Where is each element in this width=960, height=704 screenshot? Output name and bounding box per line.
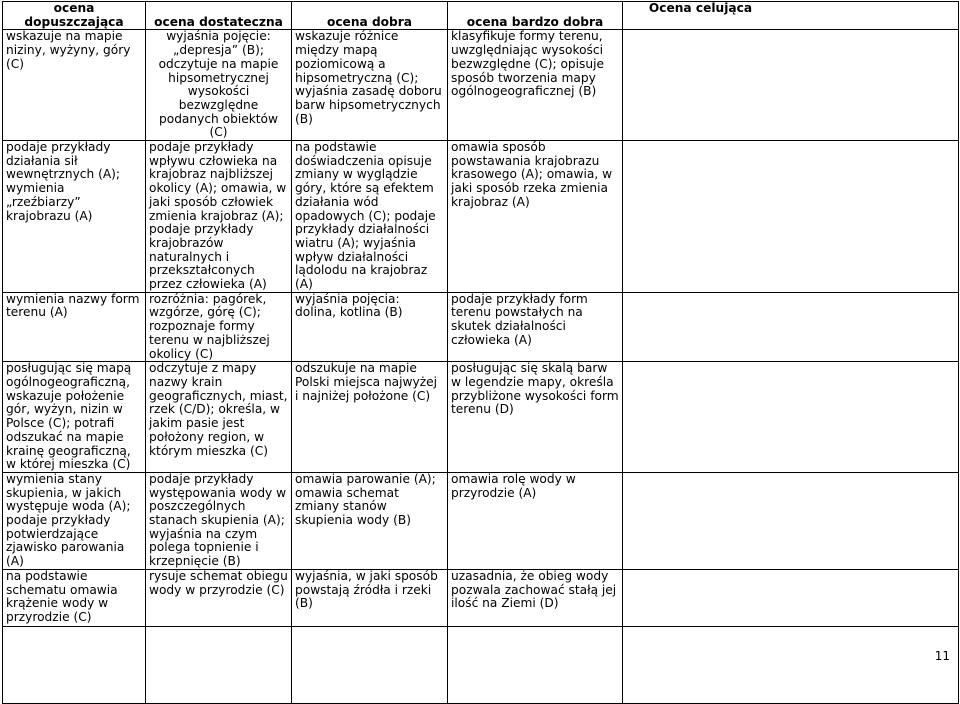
cell-bardzo-dobra: omawia sposób powstawania krajobrazu krasowego (A); omawia, w jaki sposób rzeka zmienia krajobraz (A) bbox=[448, 141, 623, 293]
header-dopuszczajaca bbox=[3, 2, 146, 30]
cell-celujaca bbox=[623, 362, 959, 473]
cell-dopuszczajaca: wymienia stany skupienia, w jakich występuje woda (A); podaje przykłady potwierdzające zjawisko parowania (A) bbox=[3, 472, 146, 569]
cell-dopuszczajaca: na podstawie schematu omawia krążenie wody w przyrodzie (C) bbox=[3, 569, 146, 626]
cell-dobra: wyjaśnia, w jaki sposób powstają źródła i rzeki (B) bbox=[292, 569, 448, 626]
cell-dopuszczajaca: podaje przykłady działania sił wewnętrznych (A); wymienia „rzeźbiarzy” krajobrazu (A) bbox=[3, 141, 146, 293]
header-row bbox=[3, 2, 959, 30]
header-bardzo-dobra bbox=[448, 2, 623, 30]
table-row bbox=[3, 141, 959, 293]
header-dopuszczajaca-line2: dopuszczająca bbox=[24, 14, 124, 29]
cell-bardzo-dobra: podaje przykłady form terenu powstałych na skutek działalności człowieka (A) bbox=[448, 292, 623, 362]
table-row-empty bbox=[3, 626, 959, 703]
cell-empty bbox=[3, 626, 146, 703]
cell-empty bbox=[448, 626, 623, 703]
header-dopuszczajaca-line1: ocena bbox=[53, 1, 95, 15]
cell-bardzo-dobra: uzasadnia, że obieg wody pozwala zachować stałą jej ilość na Ziemi (D) bbox=[448, 569, 623, 626]
cell-dobra: omawia parowanie (A); omawia schemat zmiany stanów skupienia wody (B) bbox=[292, 472, 448, 569]
grading-criteria-table bbox=[2, 1, 959, 704]
cell-dostateczna: rysuje schemat obiegu wody w przyrodzie (C) bbox=[146, 569, 292, 626]
cell-dobra: wyjaśnia pojęcia: dolina, kotlina (B) bbox=[292, 292, 448, 362]
cell-empty bbox=[292, 626, 448, 703]
table-row bbox=[3, 569, 959, 626]
cell-celujaca bbox=[623, 569, 959, 626]
cell-dobra: odszukuje na mapie Polski miejsca najwyżej i najniżej położone (C) bbox=[292, 362, 448, 473]
header-celujaca bbox=[623, 2, 959, 30]
cell-dopuszczajaca: posługując się mapą ogólnogeograficzną, wskazuje położenie gór, wyżyn, nizin w Polsce (C); potrafi odszukać na mapie krainę geograficzną, w której mieszka (C) bbox=[3, 362, 146, 473]
cell-bardzo-dobra: klasyfikuje formy terenu, uwzględniając wysokości bezwzględne (C); opisuje sposób tworzenia mapy ogólnogeograficznej (B) bbox=[448, 30, 623, 141]
table-row bbox=[3, 472, 959, 569]
cell-dobra: na podstawie doświadczenia opisuje zmiany w wyglądzie góry, które są efektem działania wód opadowych (C); podaje przykłady działalności wiatru (A); wyjaśnia wpływ działalności lądolodu na krajobraz (A) bbox=[292, 141, 448, 293]
cell-dostateczna: podaje przykłady występowania wody w poszczególnych stanach skupienia (A); wyjaśnia na czym polega topnienie i krzepnięcie (B) bbox=[146, 472, 292, 569]
table-row bbox=[3, 30, 959, 141]
header-dobra bbox=[292, 2, 448, 30]
cell-dopuszczajaca: wskazuje na mapie niziny, wyżyny, góry (C) bbox=[3, 30, 146, 141]
cell-dostateczna: wyjaśnia pojęcie: „depresja” (B); odczytuje na mapie hipsometrycznej wysokości bezwzględne podanych obiektów (C) bbox=[146, 30, 292, 141]
cell-bardzo-dobra: omawia rolę wody w przyrodzie (A) bbox=[448, 472, 623, 569]
cell-dostateczna: odczytuje z mapy nazwy krain geograficznych, miast, rzek (C/D); określa, w jakim pasie jest położony region, w którym mieszka (C) bbox=[146, 362, 292, 473]
cell-celujaca bbox=[623, 292, 959, 362]
cell-dobra: wskazuje różnice między mapą poziomicową a hipsometryczną (C); wyjaśnia zasadę doboru barw hipsometrycznych (B) bbox=[292, 30, 448, 141]
header-dostateczna-label: ocena dostateczna bbox=[154, 14, 283, 29]
table-row bbox=[3, 292, 959, 362]
cell-celujaca bbox=[623, 472, 959, 569]
cell-celujaca bbox=[623, 141, 959, 293]
cell-empty bbox=[623, 626, 959, 703]
page-number: 11 bbox=[934, 649, 950, 663]
cell-empty bbox=[146, 626, 292, 703]
header-dobra-label: ocena dobra bbox=[326, 14, 413, 29]
cell-celujaca bbox=[623, 30, 959, 141]
cell-dopuszczajaca: wymienia nazwy form terenu (A) bbox=[3, 292, 146, 362]
cell-bardzo-dobra: posługując się skalą barw w legendzie mapy, określa przybliżone wysokości form terenu (D) bbox=[448, 362, 623, 473]
header-bardzo-dobra-label: ocena bardzo dobra bbox=[466, 14, 604, 29]
table-row bbox=[3, 362, 959, 473]
header-dostateczna bbox=[146, 2, 292, 30]
header-celujaca-label: Ocena celująca bbox=[648, 1, 753, 15]
cell-dostateczna: rozróżnia: pagórek, wzgórze, górę (C); rozpoznaje formy terenu w najbliższej okolicy (C) bbox=[146, 292, 292, 362]
cell-dostateczna: podaje przykłady wpływu człowieka na krajobraz najbliższej okolicy (A); omawia, w jaki sposób człowiek zmienia krajobraz (A); podaje przykłady krajobrazów naturalnych i przekształconych przez człowieka (A) bbox=[146, 141, 292, 293]
